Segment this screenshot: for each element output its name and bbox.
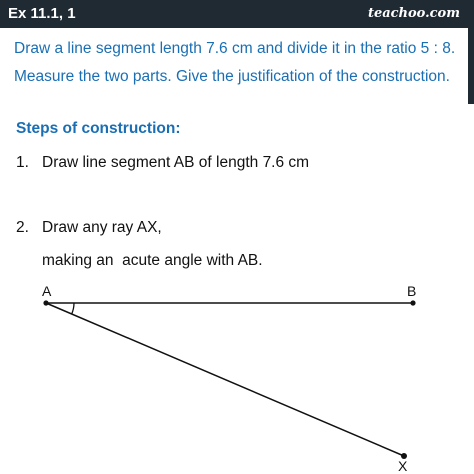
acute-angle-arc (72, 303, 74, 314)
point-b-dot (410, 300, 415, 305)
steps-heading: Steps of construction: (16, 120, 181, 137)
step-1-text: Draw line segment AB of length 7.6 cm (42, 154, 310, 171)
exercise-title: Ex 11.1, 1 (8, 5, 76, 22)
question-line-2: Measure the two parts. Give the justification of the construction. (14, 68, 450, 85)
label-a: A (42, 283, 52, 299)
label-x: X (398, 458, 408, 474)
point-a-dot (43, 300, 48, 305)
step-1-number: 1. (16, 154, 29, 171)
label-b: B (407, 283, 417, 299)
ray-ax (46, 303, 404, 456)
brand-logo: teachoo.com (367, 6, 460, 21)
step-2-text: Draw any ray AX, (42, 219, 162, 236)
step-2-number: 2. (16, 219, 29, 236)
step-2-subtext: making an acute angle with AB. (42, 252, 263, 269)
question-line-1: Draw a line segment length 7.6 cm and divide it in the ratio 5 : 8. (14, 40, 456, 57)
